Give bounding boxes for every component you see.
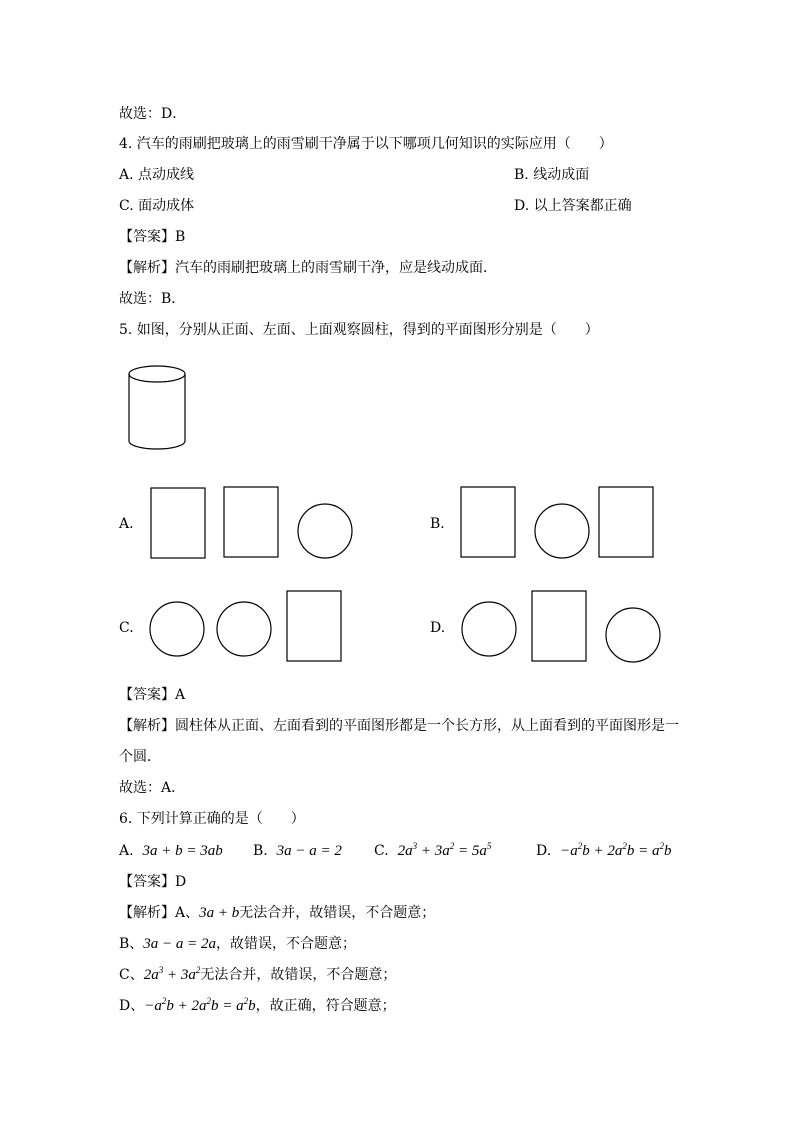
q4-analysis: 【解析】汽车的雨刷把玻璃上的雨雪刷干净，应是线动成面． [119, 260, 497, 276]
q6-analysis-a: 【解析】A、3a + b无法合并，故错误，不合题意； [119, 905, 436, 921]
q5-analysis-line-2: 个圆． [119, 749, 161, 765]
option-c-rect [287, 591, 341, 661]
option-b-rect-1 [461, 487, 515, 557]
q5-option-b-label: B. [430, 516, 445, 532]
q5-stem: 5. 如图，分别从正面、左面、上面观察圆柱，得到的平面图形分别是（ ） [119, 322, 599, 338]
q4-option-b: B. 线动成面 [514, 167, 590, 183]
q6-analysis-c: C、$2a^3 + 3a^2$无法合并，故错误，不合题意； [119, 965, 397, 983]
q6-option-c-expr: $2a^3 + 3a^2 = 5a^5$ [397, 841, 492, 859]
q4-stem: 4. 汽车的雨刷把玻璃上的雨雪刷干净属于以下哪项几何知识的实际应用（ ） [119, 136, 613, 152]
q5-option-d-label: D. [430, 620, 446, 636]
q5-conclusion: 故选：A． [119, 780, 186, 796]
q4-conclusion: 故选：B． [119, 291, 186, 307]
cylinder-figure [129, 366, 185, 449]
q6-analysis-d: D、$-a^2b + 2a^2b = a^2b$，故正确，符合题意； [119, 996, 396, 1014]
q6-option-c [374, 842, 491, 860]
option-c-circle-2 [217, 602, 271, 656]
option-b-rect-2 [599, 487, 653, 557]
q6-option-a [119, 842, 223, 860]
option-d-circle-1 [462, 602, 516, 656]
q6-option-b-label: B. [253, 843, 268, 859]
option-a-circle [298, 504, 352, 558]
q4-option-a: A. 点动成线 [119, 167, 195, 183]
q5-option-a-label: A. [119, 516, 134, 532]
option-a-rect-2 [224, 487, 278, 557]
q6-stem: 6. 下列计算正确的是（ ） [119, 811, 305, 827]
option-a-rect-1 [151, 488, 205, 558]
q4-option-c: C. 面动成体 [119, 198, 195, 214]
option-b-circle [535, 504, 589, 558]
q4-option-d: D. 以上答案都正确 [514, 198, 632, 214]
q6-option-d-expr: $-a^2b + 2a^2b = a^2b$ [560, 841, 672, 859]
option-d-rect [532, 591, 586, 661]
q5-answer: 【答案】A [119, 687, 186, 703]
q5-analysis-line-1: 【解析】圆柱体从正面、左面看到的平面图形都是一个长方形，从上面看到的平面图形是一 [119, 718, 679, 734]
q6-option-a-label: A. [119, 843, 134, 859]
q6-answer: 【答案】D [119, 874, 187, 890]
q6-option-b [253, 842, 342, 860]
q4-answer: 【答案】B [119, 229, 186, 245]
q6-option-a-expr: 3a + b = 3ab [142, 843, 223, 859]
q6-option-b-expr: 3a − a = 2 [276, 843, 342, 859]
q6-option-d [536, 842, 671, 860]
q6-option-c-label: C. [374, 843, 389, 859]
q3-conclusion: 故选：D． [119, 106, 187, 122]
option-c-circle-1 [150, 602, 204, 656]
q5-option-c-label: C. [119, 620, 134, 636]
q6-analysis-b: B、3a − a = 2a，故错误，不合题意； [119, 936, 357, 952]
option-d-circle-2 [606, 608, 660, 662]
q6-option-d-label: D. [536, 843, 552, 859]
